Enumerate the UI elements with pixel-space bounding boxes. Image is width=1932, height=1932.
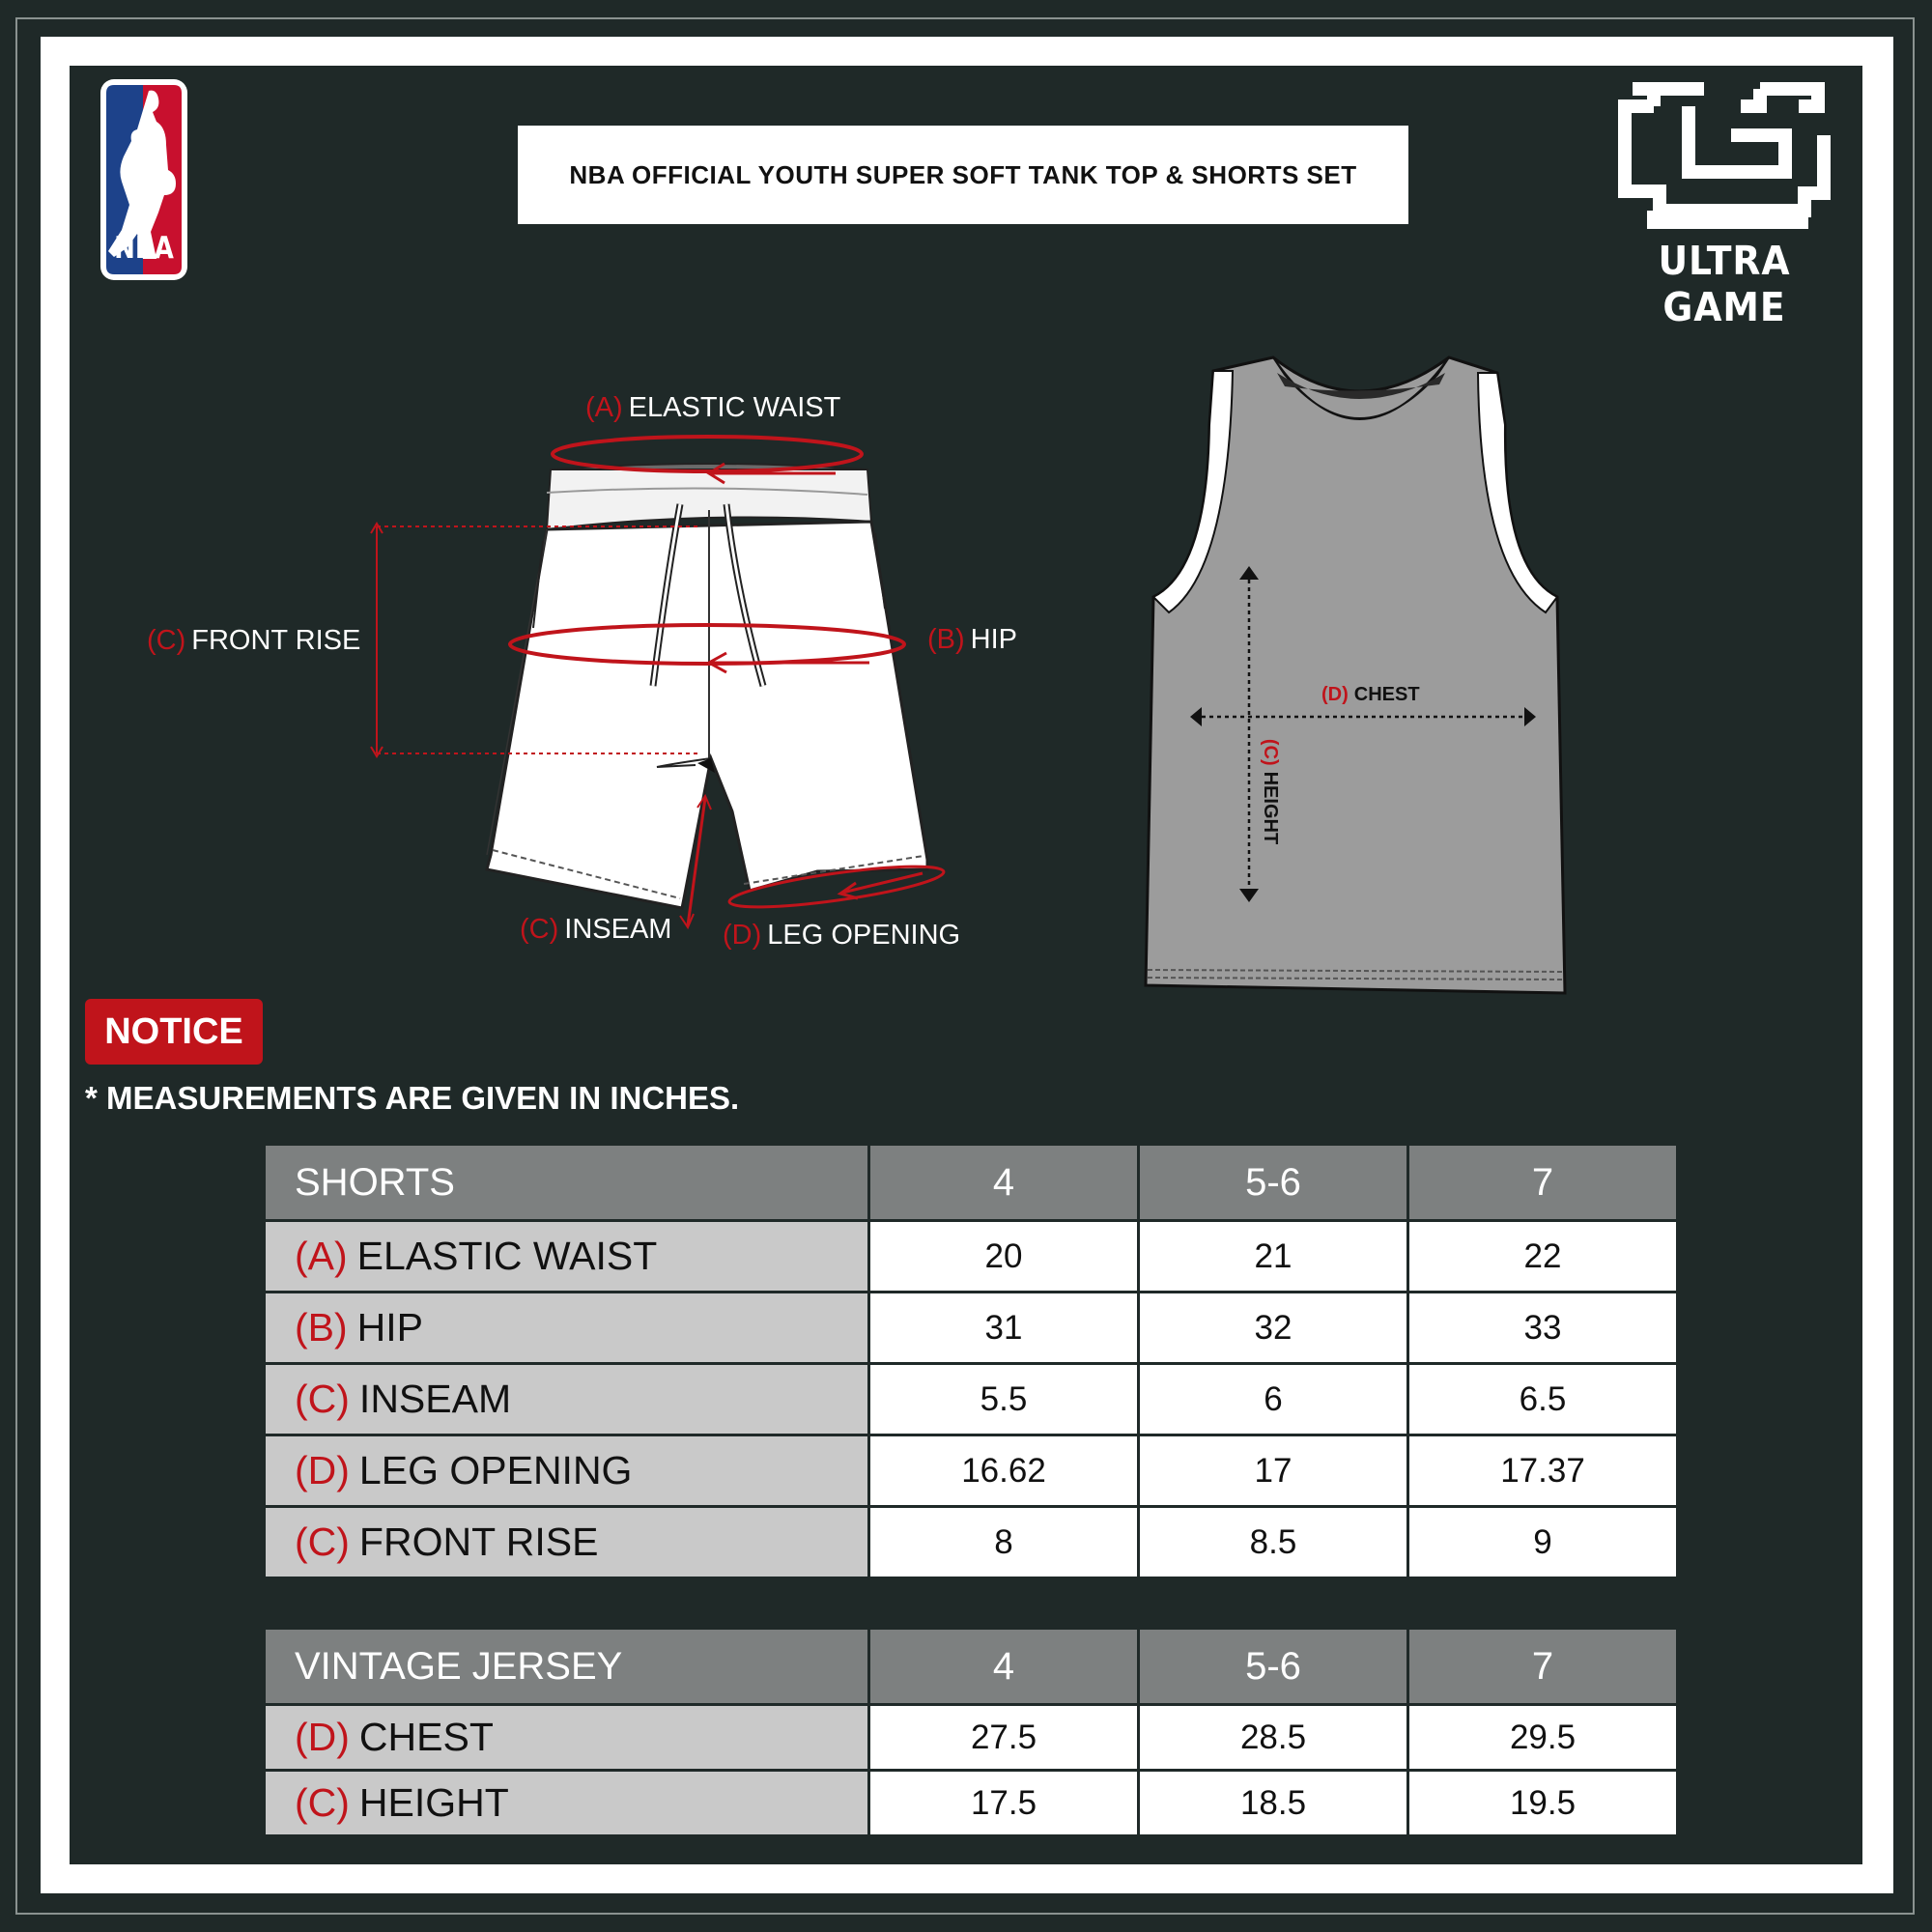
- table-cell: 19.5: [1408, 1771, 1678, 1836]
- table-header-cell: 4: [869, 1145, 1139, 1221]
- label-chest: (D) CHEST: [1321, 684, 1420, 705]
- table-cell: 33: [1408, 1293, 1678, 1364]
- table-cell: 17.37: [1408, 1435, 1678, 1507]
- shorts-illustration: [371, 437, 946, 927]
- row-label: (D) CHEST: [265, 1705, 869, 1771]
- table-row: [265, 1221, 1678, 1293]
- table-row: [265, 1435, 1678, 1507]
- table-cell: 28.5: [1139, 1705, 1408, 1771]
- jersey-illustration: [1146, 357, 1565, 993]
- table-header-cell: VINTAGE JERSEY: [265, 1629, 869, 1705]
- shorts-size-table: [263, 1143, 1679, 1579]
- ultra-game-wordmark: ULTRA GAME: [1658, 238, 1791, 330]
- table-row: [265, 1293, 1678, 1364]
- notice-badge: NOTICE: [85, 999, 263, 1065]
- table-cell: 6: [1139, 1364, 1408, 1435]
- table-row: [265, 1705, 1678, 1771]
- label-height: (C)HEIGHT: [1260, 738, 1282, 845]
- table-cell: 27.5: [869, 1705, 1139, 1771]
- nba-logo-text: NBA: [114, 229, 174, 266]
- table-header-cell: 5-6: [1139, 1145, 1408, 1221]
- jersey-size-table: [263, 1627, 1679, 1837]
- table-row: [265, 1771, 1678, 1836]
- table-row: [265, 1507, 1678, 1578]
- label-inseam: (C) INSEAM: [520, 914, 672, 945]
- row-label: (C) INSEAM: [265, 1364, 869, 1435]
- table-header-row: [265, 1629, 1678, 1705]
- table-header-row: [265, 1145, 1678, 1221]
- table-cell: 5.5: [869, 1364, 1139, 1435]
- table-cell: 32: [1139, 1293, 1408, 1364]
- row-label: (D) LEG OPENING: [265, 1435, 869, 1507]
- table-cell: 16.62: [869, 1435, 1139, 1507]
- table-cell: 21: [1139, 1221, 1408, 1293]
- row-label: (B) HIP: [265, 1293, 869, 1364]
- table-header-cell: 7: [1408, 1145, 1678, 1221]
- table-header-cell: 5-6: [1139, 1629, 1408, 1705]
- table-cell: 20: [869, 1221, 1139, 1293]
- table-cell: 18.5: [1139, 1771, 1408, 1836]
- label-front-rise: (C) FRONT RISE: [147, 625, 361, 656]
- table-cell: 9: [1408, 1507, 1678, 1578]
- label-hip: (B) HIP: [927, 624, 1018, 655]
- table-header-cell: 4: [869, 1629, 1139, 1705]
- table-cell: 29.5: [1408, 1705, 1678, 1771]
- row-label: (C) FRONT RISE: [265, 1507, 869, 1578]
- row-label: (A) ELASTIC WAIST: [265, 1221, 869, 1293]
- table-cell: 17: [1139, 1435, 1408, 1507]
- table-cell: 17.5: [869, 1771, 1139, 1836]
- table-cell: 8.5: [1139, 1507, 1408, 1578]
- label-elastic-waist: (A) ELASTIC WAIST: [585, 392, 841, 423]
- label-leg-opening: (D) LEG OPENING: [723, 920, 961, 951]
- table-cell: 6.5: [1408, 1364, 1678, 1435]
- table-cell: 22: [1408, 1221, 1678, 1293]
- row-label: (C) HEIGHT: [265, 1771, 869, 1836]
- table-row: [265, 1364, 1678, 1435]
- table-cell: 8: [869, 1507, 1139, 1578]
- table-cell: 31: [869, 1293, 1139, 1364]
- notice-text: * MEASUREMENTS ARE GIVEN IN INCHES.: [85, 1080, 740, 1116]
- table-header-cell: 7: [1408, 1629, 1678, 1705]
- page-title: NBA OFFICIAL YOUTH SUPER SOFT TANK TOP & SHORTS SET: [569, 159, 1357, 189]
- table-header-cell: SHORTS: [265, 1145, 869, 1221]
